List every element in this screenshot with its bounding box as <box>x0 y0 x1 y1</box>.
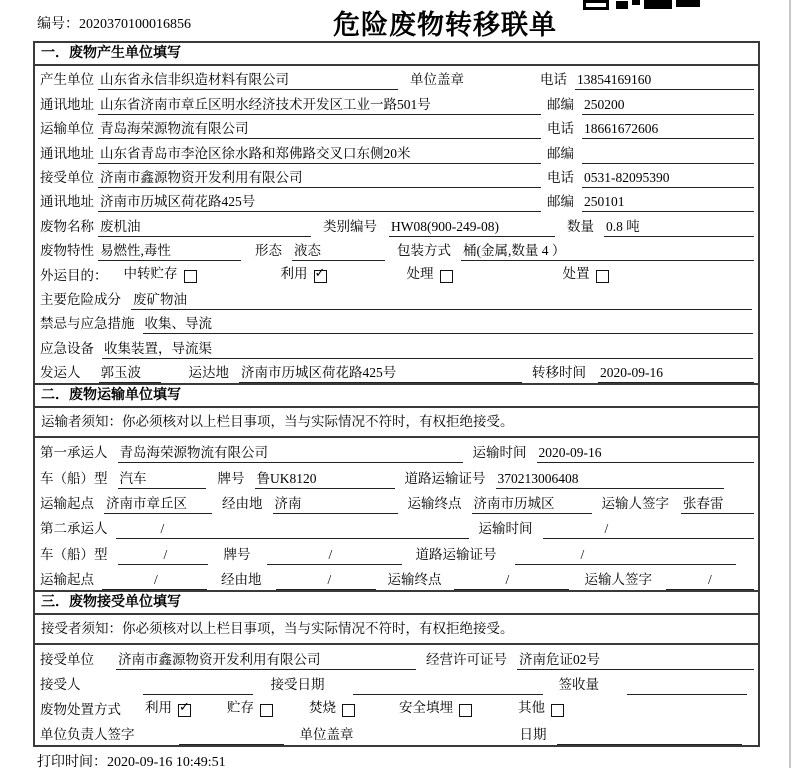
field-value: 汽车 <box>118 467 206 489</box>
field-value: 桶(金属,数量 4 ） <box>461 239 754 261</box>
form-row <box>35 66 758 90</box>
field-label: 经由地 <box>221 571 262 587</box>
section-notice: 接受者须知：你必须核对以上栏目事项，当与实际情况不符时，有权拒绝接受。 <box>35 615 758 645</box>
field-label: 废物名称 <box>40 218 94 234</box>
checkbox-checked <box>178 699 191 717</box>
field-label: 日期 <box>519 726 547 742</box>
checkbox-field <box>227 696 273 720</box>
document-serial <box>37 13 191 33</box>
field-label: 邮编 <box>547 194 574 210</box>
field-value <box>143 693 253 695</box>
section-header: 三．废物接受单位填写 <box>35 590 758 615</box>
checkbox-label: 贮存 <box>227 699 254 715</box>
field-label: 主要危险成分 <box>40 291 121 307</box>
checkbox-label: 焚烧 <box>309 699 336 715</box>
form-row <box>35 720 758 745</box>
field-value: 0531-82095390 <box>582 170 754 188</box>
field-value: 济南 <box>273 492 398 514</box>
form-row <box>35 695 758 720</box>
field-value: 250200 <box>582 97 754 115</box>
field-value: 山东省济南市章丘区明水经济技术开发区工业一路501号 <box>98 93 541 115</box>
form-row <box>35 237 758 261</box>
field-label: 车（船）型 <box>40 546 108 562</box>
field-label: 形态 <box>255 243 282 259</box>
field-label: 运输起点 <box>40 571 94 587</box>
field-label: 废物处置方式 <box>40 701 121 717</box>
field-value: / <box>543 521 755 539</box>
field-label: 运达地 <box>188 365 229 381</box>
field-value: 250101 <box>582 194 754 212</box>
check-icon: ✓ <box>314 265 326 281</box>
field-value <box>557 743 743 745</box>
field-label: 通讯地址 <box>40 194 94 210</box>
field-value <box>353 693 543 695</box>
form-row <box>35 90 758 114</box>
field-label: 运输起点 <box>40 495 94 511</box>
field-label: 道路运输证号 <box>415 546 497 562</box>
field-value: 18661672606 <box>582 121 754 139</box>
form-row <box>35 514 758 539</box>
field-label: 接受人 <box>40 676 81 692</box>
checkbox-field <box>407 262 453 286</box>
form-row <box>35 438 758 463</box>
field-value: 山东省青岛市李沧区徐水路和郑佛路交叉口东侧20米 <box>98 142 541 164</box>
field-value: / <box>276 572 376 590</box>
field-value: 济南市历城区 <box>472 492 592 514</box>
field-label: 经营许可证号 <box>426 651 507 667</box>
qr-code-partial <box>0 0 796 14</box>
field-value: 济南市历城区荷花路425号 <box>98 190 541 212</box>
qr-block <box>616 1 628 9</box>
field-label: 类别编号 <box>323 218 377 234</box>
form-row <box>35 359 758 383</box>
field-value: / <box>454 572 569 590</box>
field-label: 接受单位 <box>40 169 94 185</box>
form-row <box>35 463 758 488</box>
checkbox-unchecked <box>551 704 564 717</box>
field-label: 经由地 <box>222 495 263 511</box>
checkbox-label: 安全填埋 <box>399 699 453 715</box>
field-label: 电话 <box>547 169 574 185</box>
qr-block <box>644 0 672 9</box>
field-value: 收集装置，导流渠 <box>102 337 753 359</box>
checkbox-label: 处理 <box>406 265 434 281</box>
page-title: 危险废物转移联单 <box>333 10 557 41</box>
checkbox-field <box>145 696 191 720</box>
field-value: / <box>515 547 737 565</box>
field-label: 电话 <box>547 121 574 137</box>
form-row <box>35 645 758 670</box>
checkbox-unchecked <box>596 270 609 283</box>
field-value: 济南市章丘区 <box>104 492 212 514</box>
field-value: 收集、导流 <box>143 312 754 334</box>
field-label: 车（船）型 <box>40 470 108 486</box>
field-label: 第一承运人 <box>40 445 108 461</box>
field-label: 包装方式 <box>397 243 451 259</box>
qr-block <box>676 0 700 7</box>
field-value: 0.8 吨 <box>604 215 754 237</box>
section-header: 二．废物运输单位填写 <box>35 383 758 408</box>
form-row <box>35 334 758 358</box>
checkbox-unchecked <box>184 270 197 283</box>
field-value: HW08(900-249-08) <box>389 219 555 237</box>
form-row <box>35 164 758 188</box>
field-value: 张春雷 <box>681 492 754 514</box>
checkbox-label: 中转贮存 <box>123 265 178 281</box>
form-row <box>35 115 758 139</box>
field-label: 运输终点 <box>387 571 442 587</box>
field-label: 运输人签字 <box>584 571 652 587</box>
field-label: 运输时间 <box>472 445 527 461</box>
document-serial-label: 编号： <box>37 17 79 32</box>
form-row <box>35 212 758 236</box>
field-value: 青岛海荣源物流有限公司 <box>98 117 541 139</box>
print-time-label: 打印时间： <box>37 755 107 770</box>
field-label: 牌号 <box>223 546 251 562</box>
field-value: / <box>116 521 469 539</box>
checkbox-field <box>518 696 564 720</box>
field-label: 废物特性 <box>40 243 94 259</box>
checkbox-unchecked <box>260 704 273 717</box>
field-label: 签收量 <box>558 676 599 692</box>
field-value: / <box>118 547 208 565</box>
form-row <box>35 670 758 695</box>
field-value: 易燃性,毒性 <box>98 239 241 261</box>
field-value: / <box>102 572 207 590</box>
section-header: 一．废物产生单位填写 <box>35 43 758 66</box>
field-value: 废矿物油 <box>131 288 752 310</box>
checkbox-field <box>309 696 355 720</box>
field-label: 转移时间 <box>532 365 586 381</box>
field-value: 13854169160 <box>575 72 754 90</box>
checkbox-field <box>124 262 197 286</box>
print-time-value: 2020-09-16 10:49:51 <box>107 755 226 770</box>
field-label: 电话 <box>540 72 567 88</box>
field-value: 2020-09-16 <box>598 365 754 383</box>
field-label: 运输人签字 <box>601 495 669 511</box>
checkbox-label: 处置 <box>562 265 590 281</box>
field-value: 郭玉波 <box>99 361 161 383</box>
field-value: 济南市历城区荷花路425号 <box>239 361 522 383</box>
form-row <box>35 286 758 310</box>
form-row <box>35 310 758 334</box>
section-notice: 运输者须知：你必须核对以上栏目事项，当与实际情况不符时，有权拒绝接受。 <box>35 408 758 438</box>
field-value: 废机油 <box>98 215 311 237</box>
field-label: 道路运输证号 <box>404 470 486 486</box>
checkbox-field <box>563 262 609 286</box>
field-value: 2020-09-16 <box>537 445 755 463</box>
checkbox-unchecked <box>342 704 355 717</box>
field-value: 济南市鑫源物资开发利用有限公司 <box>116 648 416 670</box>
field-value: 液态 <box>292 239 385 261</box>
field-label: 接受单位 <box>40 651 94 667</box>
page-edge-line <box>789 0 791 768</box>
form-row <box>35 261 758 285</box>
form-table <box>33 41 760 747</box>
form-row <box>35 139 758 163</box>
field-label: 禁忌与应急措施 <box>40 316 135 332</box>
field-value <box>627 693 747 695</box>
field-value: 青岛海荣源物流有限公司 <box>118 441 463 463</box>
field-label: 邮编 <box>547 96 574 112</box>
field-value: 济南危证02号 <box>517 648 754 670</box>
checkbox-label: 利用 <box>145 699 172 715</box>
form-row <box>35 489 758 514</box>
static-text: 单位盖章 <box>410 72 464 88</box>
checkbox-unchecked <box>440 270 453 283</box>
field-label: 通讯地址 <box>40 96 94 112</box>
form-row <box>35 539 758 564</box>
field-value: 山东省永信非织造材料有限公司 <box>98 68 398 90</box>
field-label: 第二承运人 <box>40 521 108 537</box>
qr-block <box>632 0 640 5</box>
field-label: 接受日期 <box>270 676 325 692</box>
field-label: 产生单位 <box>40 72 94 88</box>
form-row <box>35 565 758 590</box>
print-time <box>37 751 226 771</box>
field-label: 外运目的： <box>40 267 108 283</box>
field-label: 运输单位 <box>40 121 94 137</box>
field-label: 运输时间 <box>478 521 533 537</box>
form-row <box>35 188 758 212</box>
field-label: 数量 <box>567 218 594 234</box>
field-label: 通讯地址 <box>40 145 94 161</box>
checkbox-label: 其他 <box>518 699 545 715</box>
field-value: 鲁UK8120 <box>255 467 395 489</box>
field-value: / <box>267 547 402 565</box>
field-label: 单位盖章 <box>299 726 354 742</box>
field-value <box>179 743 284 745</box>
checkbox-unchecked <box>459 704 472 717</box>
field-value: 370213006408 <box>496 471 725 489</box>
checkbox-field <box>399 696 472 720</box>
field-label: 应急设备 <box>40 340 94 356</box>
check-icon: ✓ <box>179 699 190 715</box>
qr-block <box>583 0 609 10</box>
field-label: 邮编 <box>547 145 574 161</box>
field-value: / <box>666 572 754 590</box>
checkbox-field <box>281 262 327 286</box>
field-label: 发运人 <box>40 365 81 381</box>
field-value <box>582 162 754 164</box>
document-serial-number: 2020370100016856 <box>79 17 191 32</box>
checkbox-checked <box>314 265 327 283</box>
field-value: 济南市鑫源物资开发利用有限公司 <box>98 166 541 188</box>
field-label: 单位负责人签字 <box>40 726 135 742</box>
field-label: 牌号 <box>217 470 245 486</box>
field-label: 运输终点 <box>407 495 462 511</box>
checkbox-label: 利用 <box>280 265 308 281</box>
